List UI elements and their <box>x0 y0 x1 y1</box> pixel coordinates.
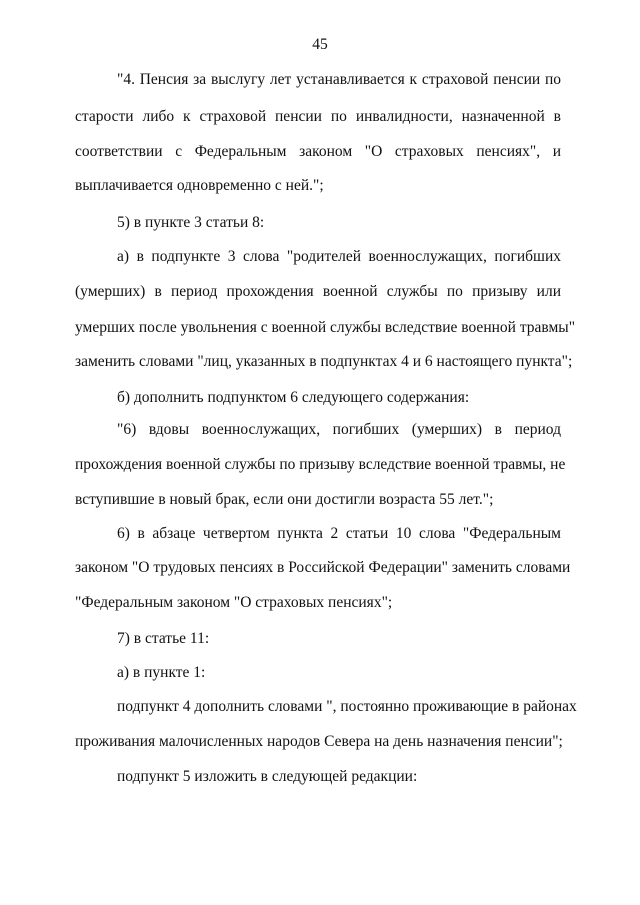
text-line: подпункт 4 дополнить словами ", постоянно проживающие в районах <box>117 698 577 715</box>
text-line: подпункт 5 изложить в следующей редакции: <box>117 768 418 785</box>
text-line: прохождения военной службы по призыву вследствие военной травмы, не <box>75 456 566 473</box>
text-line: "6) вдовы военнослужащих, погибших (умерших) в период <box>117 421 561 438</box>
text-line: 6) в абзаце четвертом пункта 2 статьи 10 слова "Федеральным <box>117 525 561 542</box>
page-number: 45 <box>312 36 328 53</box>
text-line: б) дополнить подпунктом 6 следующего содержания: <box>117 389 470 406</box>
text-line: а) в пункте 1: <box>117 664 206 681</box>
text-line: заменить словами "лиц, указанных в подпунктах 4 и 6 настоящего пункта"; <box>75 353 573 370</box>
text-line: проживания малочисленных народов Севера на день назначения пенсии"; <box>75 733 563 750</box>
text-line: 5) в пункте 3 статьи 8: <box>117 214 265 231</box>
text-line: а) в подпункте 3 слова "родителей военнослужащих, погибших <box>117 248 561 265</box>
text-line: "Федеральным законом "О страховых пенсиях"; <box>75 594 393 611</box>
text-line: вступившие в новый брак, если они достигли возраста 55 лет."; <box>75 491 494 508</box>
text-line: "4. Пенсия за выслугу лет устанавливается к страховой пенсии по <box>117 71 561 88</box>
text-line: старости либо к страховой пенсии по инвалидности, назначенной в <box>75 108 561 125</box>
text-line: выплачивается одновременно с ней."; <box>75 177 324 194</box>
text-line: умерших после увольнения с военной службы вследствие военной травмы" <box>75 319 576 336</box>
text-line: законом "О трудовых пенсиях в Российской Федерации" заменить словами <box>75 559 571 576</box>
text-line: 7) в статье 11: <box>117 630 210 647</box>
text-line: соответствии с Федеральным законом "О страховых пенсиях", и <box>75 143 561 160</box>
text-line: (умерших) в период прохождения военной службы по призыву или <box>75 283 561 300</box>
